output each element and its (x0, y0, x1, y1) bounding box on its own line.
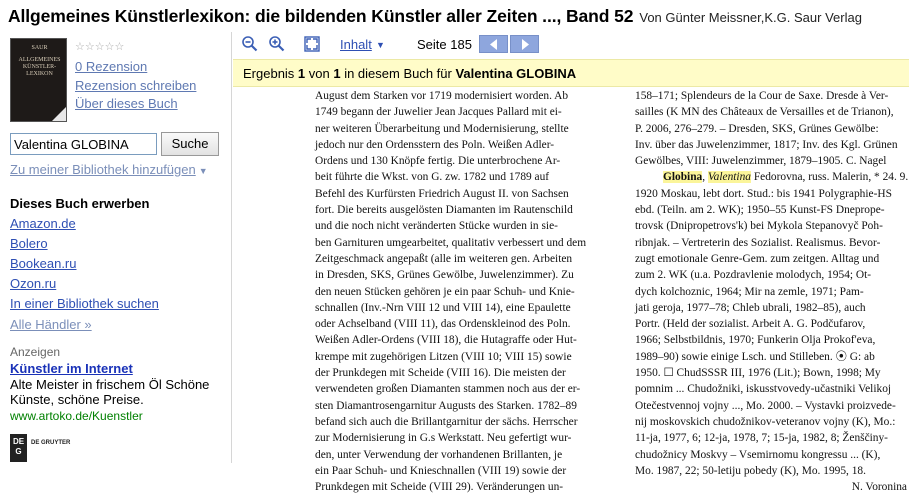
text-line: krempe mit zugehörigen Litzen (VIII 10; VIII 15) sowie (315, 350, 572, 363)
text-line: Befehl des Kurfürsten Friedrich August II. von Sachsen (315, 187, 569, 200)
next-page-button[interactable] (510, 35, 539, 53)
review-count-link[interactable]: 0 Rezension (75, 59, 148, 74)
publisher-logo (10, 434, 74, 462)
about-book-link[interactable]: Über dieses Buch (75, 96, 178, 111)
text-line: Portr. (Held der sozialist. Arbeit A. G. Podčufarov, (635, 318, 866, 331)
previous-page-button[interactable] (479, 35, 508, 53)
search-hit-highlight: Globina (663, 171, 703, 184)
text-line: Weißen Adler-Ordens (VIII 18), die Hutagraffe oder Hut- (315, 334, 577, 347)
text-line: ebd. (Teiln. am 2. WK); 1950–55 Kunst-FS Dnepropе- (635, 204, 885, 217)
publisher-name: DE GRUYTER (31, 440, 71, 446)
text-line: chudožnicy Moskvy – Vsemirnomu kongressu ... (K), (635, 448, 881, 461)
text-line: nij moskovskich chudožnikov-veteranov vojny (K), Mo.: (635, 415, 896, 428)
result-index: 1 (297, 66, 306, 81)
text-line: Inv. über das Juwelenzimmer, 1817; Inv. des Kgl. Grünen (635, 138, 898, 151)
buy-link-bolero[interactable]: Bolero (10, 236, 48, 251)
buy-link-ozon[interactable]: Ozon.ru (10, 276, 57, 291)
text-line: in Dresden, SKS, Grünes Gewölbe, Juwelenzimmer). Zu (315, 269, 574, 282)
add-to-library-link[interactable] (10, 162, 208, 177)
text-line: 1920 Moskau, lebt dort. Stud.: bis 1941 Polygraphie-HS (635, 187, 892, 200)
left-column (315, 88, 611, 495)
text-line: der Prunkdegen mit Scheide (VIII 16). Die meisten der (315, 367, 566, 380)
rating-stars-icon: ☆☆☆☆☆ (75, 41, 125, 53)
find-in-library-link[interactable]: In einer Bibliothek suchen (10, 296, 159, 311)
text-line: Ordens und 130 Knöpfe fertig. Die unterbrochene Ar- (315, 155, 561, 168)
arrow-right-icon (520, 39, 530, 50)
ad-title-link[interactable]: Künstler im Internet (10, 361, 133, 376)
publisher-mark: DE G (10, 434, 27, 462)
text-line: 1950. ☐ ChudSSSR III, 1976 (Lit.); Bown, 1998; My (635, 367, 881, 380)
text-line: ein Paar Schuh- und Knieschnallen (VIII 19) sowie der (315, 464, 567, 477)
search-button[interactable]: Suche (161, 132, 219, 156)
cover-line: ALLGEMEINES (18, 57, 61, 63)
contents-link[interactable]: Inhalt (340, 37, 372, 52)
book-title: Allgemeines Künstlerlexikon: die bildenden Künstler aller Zeiten ..., Band 52 (8, 6, 634, 26)
arrow-left-icon (489, 39, 499, 50)
text-line: Mo. 1987, 22; 50-letiju pobedy (K), Mo. 1995, 18. (635, 464, 866, 477)
text-line: Gewölbes, VIII: Juwelenzimmer, 1879–1905. C. Nagel (635, 155, 887, 168)
text-line: August dem Starken vor 1719 modernisiert worden. Ab (315, 90, 569, 102)
cover-line: SAUR (31, 45, 48, 51)
text-line: fort. Die bereits ausgelösten Diamanten im Rautenschild (315, 204, 573, 217)
text-line: jati geroja, 1977–78; Chleb ubrali, 1982–85), auch (635, 301, 866, 314)
text-line: 1749 begann der Juwelier Jean Jacques Pallard mit ei- (315, 106, 562, 119)
book-cover[interactable] (10, 38, 67, 122)
fullscreen-icon[interactable] (303, 35, 321, 53)
text-line: verwendeten großen Diamanten stammen noch aus der er- (315, 383, 581, 396)
result-total: 1 (333, 66, 341, 81)
text-line: pomnim ... Chudožniki, iskusstvovedy-učastniki Velikoj (635, 383, 892, 396)
text-line: den, unter Verwendung der vorhandenen Brillanten, je (315, 448, 563, 461)
page-number: Seite 185 (417, 37, 472, 52)
text-line: trovsk (Dnipropetrovs'k) bei Mykola Stepanovyč Poh- (635, 220, 883, 233)
all-dealers-link[interactable]: Alle Händler » (10, 317, 92, 332)
text-line: Globina, Valentina Fedorovna, russ. Malerin, * 24. 9. (663, 171, 909, 184)
text-line: sailles (K MN des Châteaux de Versailles et de Trianon), (635, 106, 894, 119)
viewer-toolbar (233, 32, 909, 58)
text-line: den neuen Stücken gehören je ein paar Schuh- und Knie- (315, 285, 575, 298)
zoom-out-icon[interactable] (241, 35, 259, 53)
text-line: Zeitgeschmack angepaßt (alle im weiteren gen. Arbeiten (315, 252, 573, 265)
text-line: Otečestvennoj vojny ..., Mo. 2000. – Vystavki proizvede- (635, 399, 896, 412)
text-line: ribnjak. – Vertreterin des Sozialist. Realismus. Bevor- (635, 236, 881, 249)
result-text: in diesem Buch für (340, 66, 456, 81)
text-line: P. 2006, 276–279. – Dresden, SKS, Grünes Gewölbe: (635, 122, 879, 135)
book-page[interactable] (233, 88, 909, 494)
text-line: befand sich auch die Brillantgarnitur der sächs. Herrscher (315, 415, 578, 428)
search-result-bar (233, 59, 909, 87)
text-line: sten Diamantrosengarnitur Augusts des Starken. 1782–89 (315, 399, 577, 412)
text-line: zum 2. WK (u.a. Pozdravlenie molodych, 1954; Ot- (635, 269, 872, 282)
text-line: 158–171; Splendeurs de la Cour de Saxe. Dresde à Ver- (635, 90, 889, 102)
text-line: Prunkdegen mit Scheide (VIII 29). Veränderungen un- (315, 481, 564, 494)
text-line: 1989–90) sowie einige Lsch. und Stilleben. ⦿ G: ab (635, 350, 875, 363)
buy-link-bookean[interactable]: Bookean.ru (10, 256, 77, 271)
text-line: dych kolchoznic, 1964; Mir na zemle, 1971; Pam- (635, 285, 864, 298)
write-review-link[interactable]: Rezension schreiben (75, 78, 197, 93)
text-line: zur Modernisierung in G.s Werkstatt. Neu gefertigt wur- (315, 432, 572, 445)
sidebar (0, 32, 232, 463)
book-authors: Von Günter Meissner,K.G. Saur Verlag (639, 10, 862, 25)
cover-text (17, 45, 62, 78)
text-line: ben Garnituren umgearbeitet, qualitativ verbessert und dem (315, 236, 587, 249)
text-line: oder Achselband (VIII 11), das Ordenskleinod des Poln. (315, 318, 571, 331)
zoom-in-icon[interactable] (268, 35, 286, 53)
text-line: schnallen (Inv.-Nrn VIII 12 und VIII 14), eine Epaulette (315, 301, 571, 314)
cover-line: KÜNSTLER- (22, 64, 57, 70)
text-line: N. Voronina (851, 481, 907, 494)
text-line: jedoch nur den Ordensstern des Poln. Weißen Adler- (315, 138, 555, 151)
search-in-book-input[interactable] (10, 133, 157, 155)
buy-link-amazon[interactable]: Amazon.de (10, 216, 76, 231)
result-query: Valentina GLOBINA (455, 66, 577, 81)
result-text: Ergebnis (243, 66, 298, 81)
buy-heading: Dieses Buch erwerben (10, 196, 150, 211)
title-bar (0, 0, 909, 30)
ads-label: Anzeigen (10, 345, 61, 359)
text-line: ner weiteren Überarbeitung und Modernisierung, stellte (315, 122, 569, 135)
right-column (635, 88, 907, 495)
cover-line: LEXIKON (26, 71, 53, 77)
result-text: von (305, 66, 334, 81)
page-curl-icon (52, 107, 66, 121)
chevron-down-icon[interactable]: ▼ (376, 40, 385, 50)
ad-url[interactable]: www.artoko.de/Kuenstler (10, 409, 143, 423)
add-to-library-label: Zu meiner Bibliothek hinzufügen (10, 162, 196, 177)
chevron-down-icon: ▼ (198, 166, 208, 176)
search-hit-highlight: Valentina (707, 171, 751, 184)
text-line: und die noch nicht veränderten Stücke wurden in sie- (315, 220, 558, 233)
ad-text: Alte Meister in frischem Öl Schöne Künste, schöne Preise. (10, 377, 210, 407)
text-line: 1966; Selbstbildnis, 1970; Funkerin Olja Prokof'eva, (635, 334, 876, 347)
text-line: 11-ja, 1977, 6; 12-ja, 1978, 7; 15-ja, 1982, 8; Ženščiny- (635, 432, 888, 445)
text-line: zugt emotionale Genre-Gem. zum zeitgen. Alltag und (635, 252, 880, 265)
text-line: beit führte die Wkst. von G. zw. 1782 und 1789 auf (315, 171, 550, 184)
